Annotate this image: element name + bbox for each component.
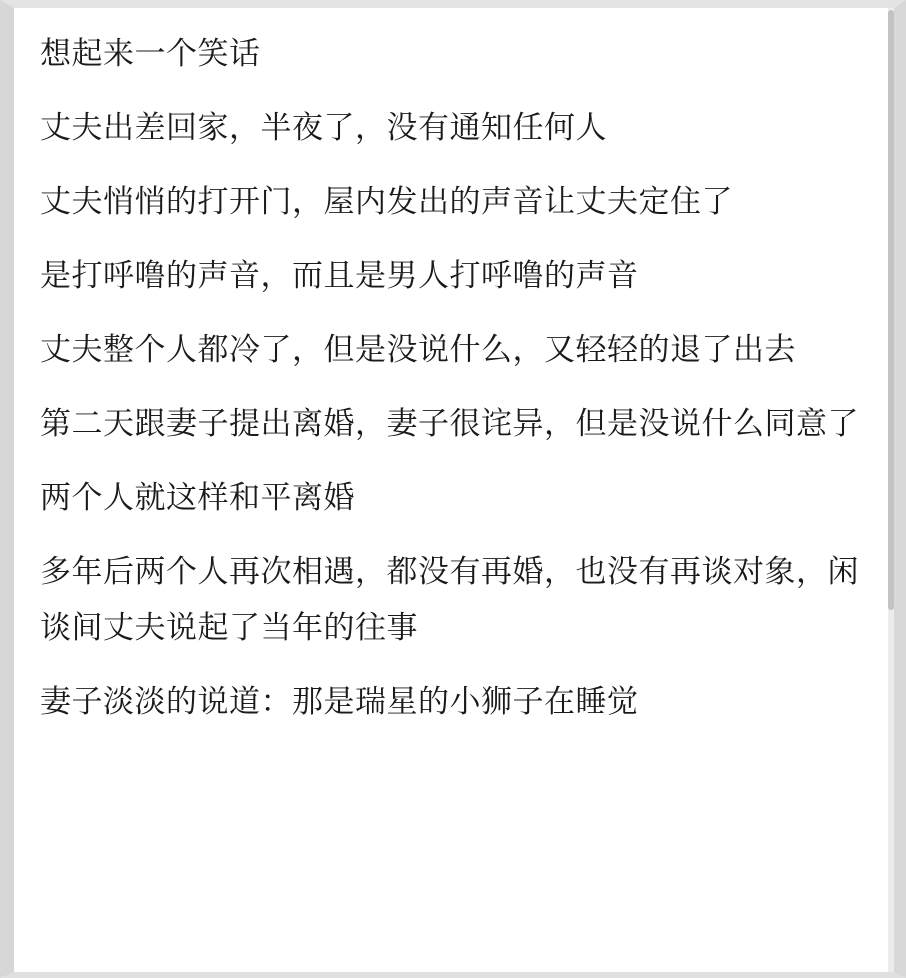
paragraph: 丈夫出差回家，半夜了，没有通知任何人 — [40, 110, 607, 145]
document-viewport — [14, 8, 894, 972]
paragraph: 想起来一个笑话 — [40, 36, 261, 71]
vertical-scrollbar[interactable] — [888, 8, 894, 972]
paragraph: 丈夫整个人都冷了，但是没说什么，又轻轻的退了出去 — [40, 332, 796, 367]
paragraph: 是打呼噜的声音，而且是男人打呼噜的声音 — [40, 258, 639, 293]
paragraph: 丈夫悄悄的打开门，屋内发出的声音让丈夫定住了 — [40, 184, 733, 219]
scrollbar-thumb[interactable] — [888, 10, 894, 610]
paragraph: 妻子淡淡的说道：那是瑞星的小狮子在睡觉 — [40, 684, 639, 719]
paragraph: 多年后两个人再次相遇，都没有再婚，也没有再谈对象，闲谈间丈夫说起了当年的往事 — [40, 554, 859, 645]
document-body — [14, 8, 894, 730]
paragraph: 两个人就这样和平离婚 — [40, 480, 355, 515]
paragraph: 第二天跟妻子提出离婚，妻子很诧异，但是没说什么同意了 — [40, 406, 859, 441]
